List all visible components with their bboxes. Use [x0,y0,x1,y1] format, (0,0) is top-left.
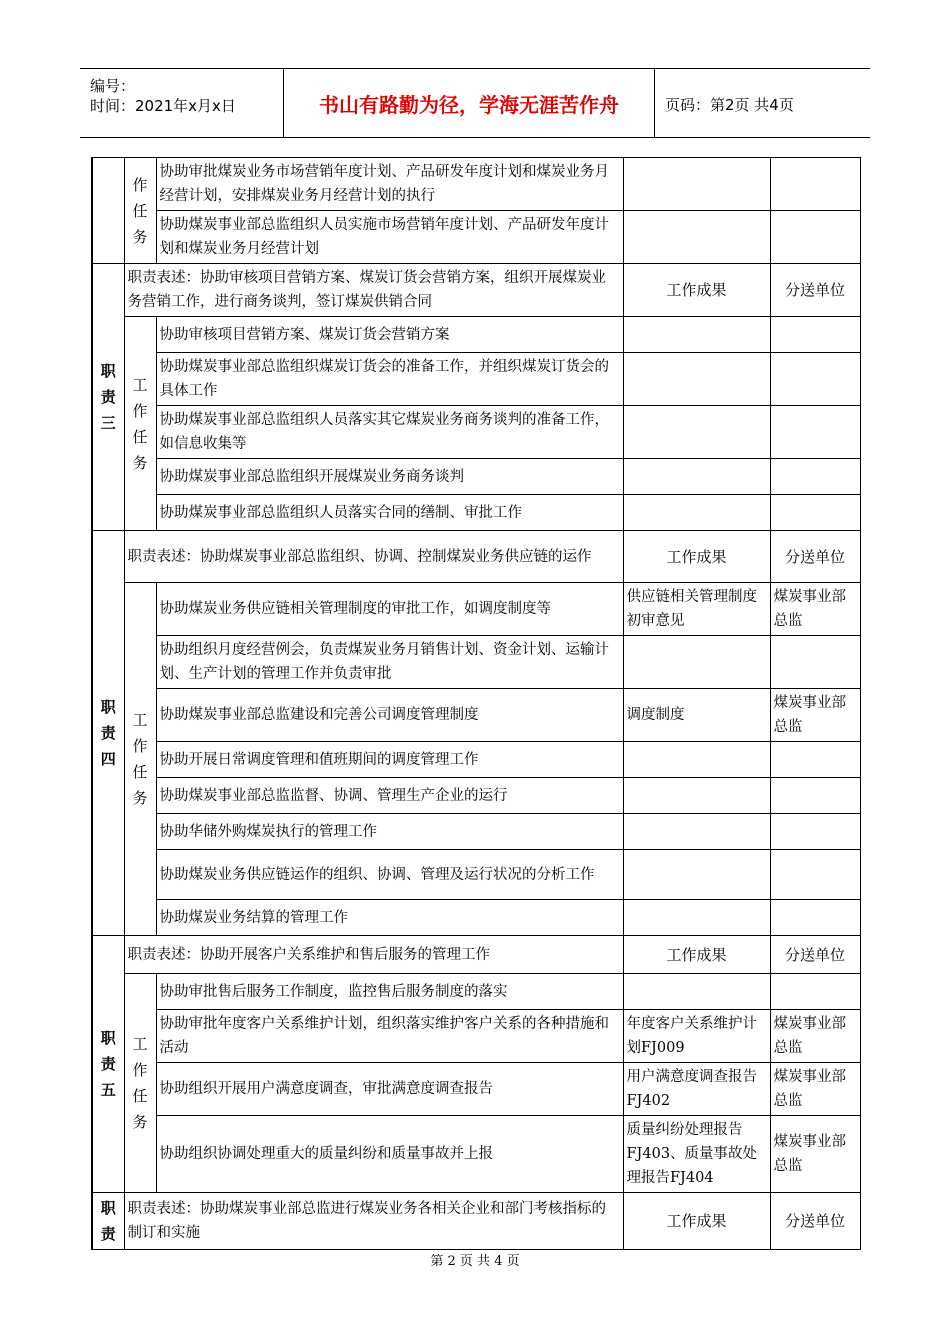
task-recipient: 煤炭事业部总监 [770,689,860,742]
duty-title-text: 职责五 [100,1029,116,1099]
table-row [92,850,860,900]
task-recipient [770,814,860,850]
duty-desc: 职责表述：协助开展客户关系维护和售后服务的管理工作 [124,936,623,974]
table-row [92,211,860,264]
task-text: 协助煤炭事业部总监组织开展煤炭业务商务谈判 [156,459,623,495]
task-result: 供应链相关管理制度初审意见 [623,583,770,636]
task-recipient [770,636,860,689]
col-header-recipient: 分送单位 [770,531,860,583]
duty-title-cell [92,158,124,264]
duty-desc-row [92,264,860,317]
duties-table [91,157,861,1250]
task-label-text: 工作任务 [132,1035,148,1131]
document-number-label: 编号： [90,77,136,95]
task-text: 协助开展日常调度管理和值班期间的调度管理工作 [156,742,623,778]
header-meta [80,69,284,137]
col-header-result: 工作成果 [623,264,770,317]
task-text: 协助煤炭事业部总监建设和完善公司调度管理制度 [156,689,623,742]
table-row [92,689,860,742]
duty-desc: 职责表述：协助审核项目营销方案、煤炭订货会营销方案，组织开展煤炭业务营销工作，进行商务谈判，签订煤炭供销合同 [124,264,623,317]
task-recipient [770,158,860,211]
duty-desc: 职责表述：协助煤炭事业部总监组织、协调、控制煤炭业务供应链的运作 [124,531,623,583]
task-label [124,158,156,264]
task-text: 协助煤炭事业部总监组织人员实施市场营销年度计划、产品研发年度计划和煤炭业务月经营计划 [156,211,623,264]
task-text: 协助煤炭事业部总监监督、协调、管理生产企业的运行 [156,778,623,814]
table-row [92,1063,860,1116]
task-result [623,974,770,1010]
task-recipient [770,974,860,1010]
table-row [92,778,860,814]
duty-title [92,936,124,1193]
duties-table-body [92,158,860,1250]
table-row [92,636,860,689]
col-header-result: 工作成果 [623,1193,770,1250]
task-text: 协助组织协调处理重大的质量纠纷和质量事故并上报 [156,1116,623,1193]
table-row [92,583,860,636]
duty-title-text: 职责四 [100,698,116,768]
table-row [92,406,860,459]
task-text: 协助审核项目营销方案、煤炭订货会营销方案 [156,317,623,353]
task-text: 协助煤炭业务结算的管理工作 [156,900,623,936]
task-recipient: 煤炭事业部总监 [770,1116,860,1193]
duty-desc: 职责表述：协助煤炭事业部总监进行煤炭业务各相关企业和部门考核指标的制订和实施 [124,1193,623,1250]
table-row [92,1116,860,1193]
task-result [623,158,770,211]
task-result [623,495,770,531]
task-result [623,353,770,406]
task-text: 协助煤炭业务供应链相关管理制度的审批工作，如调度制度等 [156,583,623,636]
table-row [92,814,860,850]
table-row [92,317,860,353]
task-result: 年度客户关系维护计划FJ009 [623,1010,770,1063]
task-result [623,814,770,850]
task-recipient [770,317,860,353]
table-row [92,900,860,936]
task-result [623,459,770,495]
task-recipient [770,850,860,900]
table-row [92,742,860,778]
duty-title-text: 职责 [100,1199,116,1243]
task-result: 用户满意度调查报告FJ402 [623,1063,770,1116]
task-label [124,317,156,531]
table-row [92,353,860,406]
task-text: 协助煤炭业务供应链运作的组织、协调、管理及运行状况的分析工作 [156,850,623,900]
table-row [92,459,860,495]
task-text: 协助煤炭事业部总监组织人员落实合同的缮制、审批工作 [156,495,623,531]
task-recipient [770,778,860,814]
task-text: 协助审批年度客户关系维护计划，组织落实维护客户关系的各种措施和活动 [156,1010,623,1063]
task-text: 协助组织开展用户满意度调查，审批满意度调查报告 [156,1063,623,1116]
duty-title [92,1193,124,1250]
task-result [623,406,770,459]
task-text: 协助审批煤炭业务市场营销年度计划、产品研发年度计划和煤炭业务月经营计划，安排煤炭业务月经营计划的执行 [156,158,623,211]
task-label-text: 作任务 [132,175,148,246]
task-result [623,850,770,900]
table-row [92,495,860,531]
col-header-recipient: 分送单位 [770,264,860,317]
task-text: 协助华储外购煤炭执行的管理工作 [156,814,623,850]
table-row [92,1010,860,1063]
task-recipient [770,406,860,459]
col-header-result: 工作成果 [623,936,770,974]
task-result [623,742,770,778]
task-label [124,974,156,1193]
col-header-result: 工作成果 [623,531,770,583]
duty-desc-row [92,531,860,583]
task-result [623,636,770,689]
task-result: 质量纠纷处理报告FJ403、质量事故处理报告FJ404 [623,1116,770,1193]
col-header-recipient: 分送单位 [770,936,860,974]
task-text: 协助审批售后服务工作制度，监控售后服务制度的落实 [156,974,623,1010]
task-result [623,778,770,814]
table-row [92,974,860,1010]
page-header [80,68,870,138]
document-time-label: 时间：2021年x月x日 [90,97,236,115]
duty-desc-row [92,936,860,974]
task-recipient [770,459,860,495]
task-recipient: 煤炭事业部总监 [770,1010,860,1063]
task-label [124,583,156,936]
page-footer: 第 2 页 共 4 页 [430,1254,520,1269]
task-text: 协助组织月度经营例会，负责煤炭业务月销售计划、资金计划、运输计划、生产计划的管理工作并负责审批 [156,636,623,689]
task-text: 协助煤炭事业部总监组织煤炭订货会的准备工作，并组织煤炭订货会的具体工作 [156,353,623,406]
task-label-text: 工作任务 [132,375,148,472]
task-result [623,900,770,936]
task-recipient [770,495,860,531]
table-row [92,158,860,211]
task-recipient: 煤炭事业部总监 [770,1063,860,1116]
task-text: 协助煤炭事业部总监组织人员落实其它煤炭业务商务谈判的准备工作，如信息收集等 [156,406,623,459]
duty-title-text: 职责三 [100,362,116,432]
header-slogan: 书山有路勤为径，学海无涯苦作舟 [284,69,655,137]
task-recipient [770,211,860,264]
task-label-text: 工作任务 [132,711,148,807]
col-header-recipient: 分送单位 [770,1193,860,1250]
task-recipient [770,900,860,936]
task-recipient [770,742,860,778]
task-recipient: 煤炭事业部总监 [770,583,860,636]
duty-title [92,531,124,936]
task-result [623,317,770,353]
task-result: 调度制度 [623,689,770,742]
task-result [623,211,770,264]
header-page-label: 页码：第2页 共4页 [665,96,794,114]
duty-title [92,264,124,531]
duty-desc-row [92,1193,860,1250]
task-recipient [770,353,860,406]
